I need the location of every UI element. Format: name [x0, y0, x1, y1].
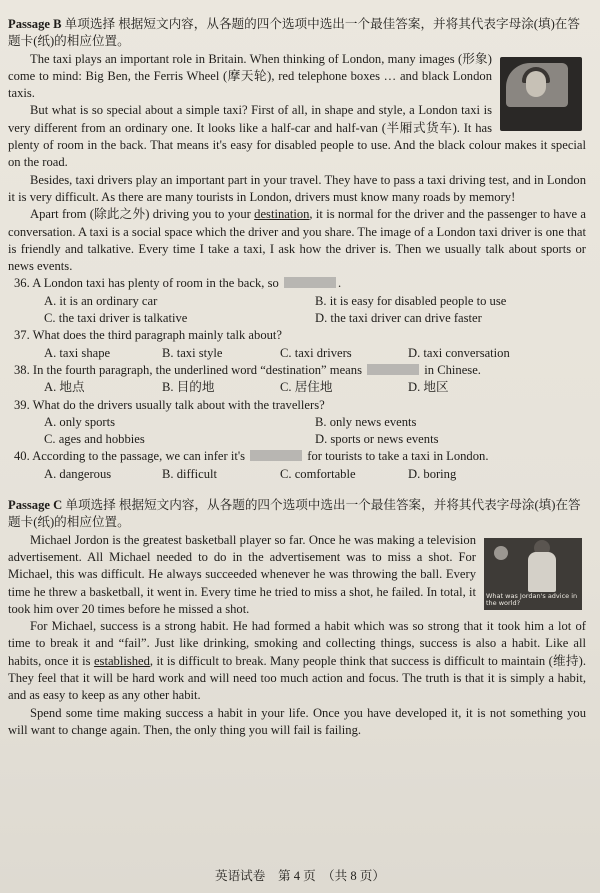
option-c: C. ages and hobbies	[44, 432, 145, 447]
question-40	[8, 448, 586, 483]
passage-c-label: Passage C	[8, 498, 63, 513]
option-d: D. taxi conversation	[408, 345, 510, 360]
passage-b-instructions: 单项选择 根据短文内容，从各题的四个选项中选出一个最佳答案，并将其代表字母涂(填)在答题卡(纸)的相应位置。	[8, 17, 580, 49]
passage-b	[8, 16, 586, 275]
photo-caption: What was Jordan's advice in the world?	[486, 591, 578, 607]
passage-c-paragraph-3: Spend some time making success a habit in your life. Once you have developed it, it is not something you will want to change again. Then, the only thing you will fail is failing.	[8, 705, 586, 737]
option-a: A. it is an ordinary car	[44, 293, 158, 308]
option-c: C. comfortable	[280, 466, 356, 481]
option-c: C. taxi drivers	[280, 345, 352, 360]
option-d: D. 地区	[408, 380, 449, 395]
passage-b-paragraph-4: Apart from (除此之外) driving you to your destination, it is normal for the driver and the passenger to have a conversation. A taxi is a social space which the driver and you share. The image of a London taxi driver is one that is friendly and talkative. Every time I take a taxi, I ask how the driver is. Then we usually talk about sports or news events.	[8, 207, 586, 274]
question-stem: 39. What do the drivers usually talk about with the travellers?	[14, 397, 325, 412]
options	[8, 466, 586, 483]
question-stem: 40. According to the passage, we can infer it's for tourists to take a taxi in London.	[14, 449, 489, 464]
options	[8, 379, 586, 396]
options	[8, 414, 586, 449]
option-d: D. sports or news events	[315, 432, 439, 447]
passage-c	[8, 497, 586, 739]
option-b: B. it is easy for disabled people to use	[315, 293, 507, 308]
option-b: B. difficult	[162, 466, 218, 481]
option-c: C. the taxi driver is talkative	[44, 311, 188, 326]
option-b: B. taxi style	[162, 345, 223, 360]
passage-b-paragraph-2: But what is so special about a simple taxi? First of all, in shape and style, a London taxi is very different from an ordinary one. It looks like a half-car and half-van (半厢式货车). It has plenty of room in the back. That means it's easy for disabled people to use. And the black colour makes it special on the road.	[8, 103, 586, 170]
passage-b-heading	[8, 16, 586, 51]
options	[8, 293, 586, 328]
underlined-word-destination: destination	[254, 207, 310, 222]
passage-c-paragraph-2: For Michael, success is a strong habit. He had formed a habit which was so strong that it took him a lot of time to break it and “fail”. Just like drinking, smoking and collecting things, success is also a habit. Like all habits, once it is established, it is difficult to break. Many people think that success is difficult to maintain (维持). They feel that it will be hard work and will need too much action and focus. The truth is that it is simply a habit, and as easy to keep as any other habit.	[8, 619, 587, 703]
question-stem: 38. In the fourth paragraph, the underlined word “destination” means in Chinese.	[14, 362, 481, 377]
option-a: A. only sports	[44, 414, 116, 429]
passage-c-instructions: 单项选择 根据短文内容，从各题的四个选项中选出一个最佳答案，并将其代表字母涂(填)在答题卡(纸)的相应位置。	[8, 498, 581, 530]
option-b: B. 目的地	[162, 380, 215, 395]
question-38	[8, 362, 586, 397]
answer-blank	[367, 364, 419, 375]
option-b: B. only news events	[315, 414, 417, 429]
option-a: A. 地点	[44, 380, 85, 395]
answer-blank	[284, 277, 336, 288]
passage-b-paragraph-3: Besides, taxi drivers play an important part in your travel. They have to pass a taxi driving test, and in London it is very difficult. As there are many tourists in London, drivers must know many roads by memory!	[8, 172, 586, 204]
taxi-photo	[500, 57, 582, 131]
question-39	[8, 397, 586, 449]
option-a: A. dangerous	[44, 466, 112, 481]
passage-b-paragraph-1: The taxi plays an important role in Britain. When thinking of London, many images (形象) come to mind: Big Ben, the Ferris Wheel (摩天轮), red telephone boxes … and black London taxis.	[8, 51, 492, 101]
answer-blank	[250, 450, 302, 461]
basketball-photo	[484, 538, 582, 610]
question-37	[8, 327, 586, 362]
passage-b-label: Passage B	[8, 17, 62, 31]
passage-c-heading	[8, 497, 586, 532]
passage-c-paragraph-1: Michael Jordon is the greatest basketball player so far. Once he was making a television advertisement. All Michael needed to do in the advertisement was to miss a shot. For Michael, this was difficult. He always succeeded whenever he was throwing the ball. Every time he threw a basketball, it went in. Every time he tried to miss a shot, he failed. In total, it took him over 20 times before he missed a shot.	[8, 532, 476, 616]
question-stem: 37. What does the third paragraph mainly talk about?	[14, 328, 283, 343]
option-d: D. the taxi driver can drive faster	[315, 311, 482, 326]
question-36	[8, 275, 586, 327]
option-c: C. 居住地	[280, 380, 333, 395]
options	[8, 345, 586, 362]
question-stem: 36. A London taxi has plenty of room in the back, so .	[14, 276, 342, 291]
underlined-word-established: established	[93, 653, 150, 668]
option-a: A. taxi shape	[44, 345, 111, 360]
option-d: D. boring	[408, 466, 457, 481]
page-footer: 英语试卷 第 4 页 （共 8 页）	[214, 869, 385, 883]
